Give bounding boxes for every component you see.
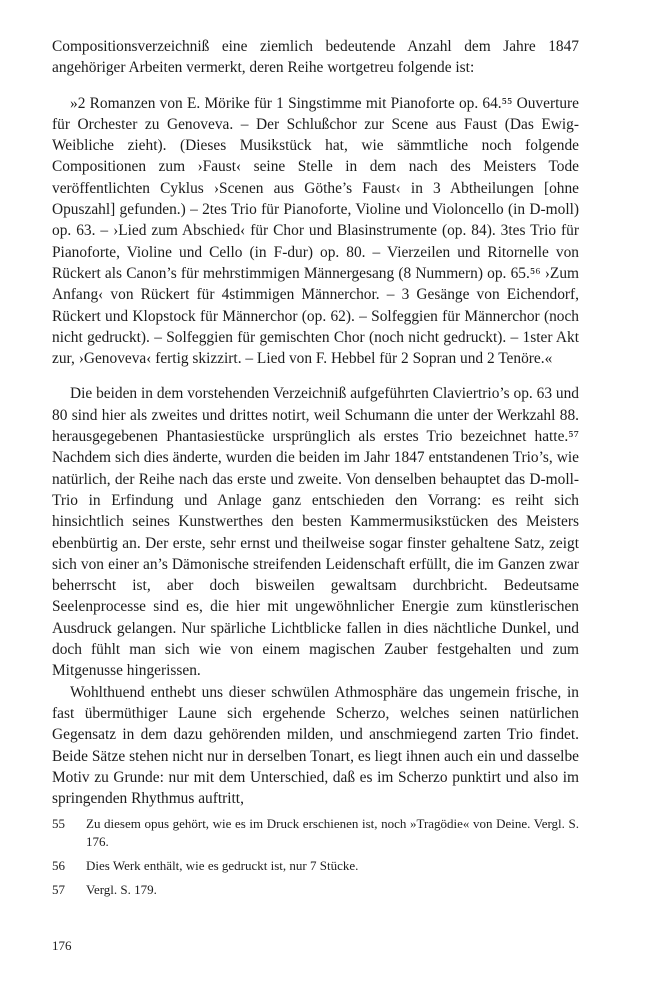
footnote-57	[52, 881, 579, 899]
footnotes	[52, 815, 579, 899]
page-number: 176	[52, 938, 72, 953]
footnote-number: 56	[52, 858, 65, 874]
spacer	[52, 369, 579, 383]
footnote-text: Zu diesem opus gehört, wie es im Druck erschienen ist, noch »Tragödie« von Deine. Vergl. S. 176.	[86, 816, 579, 850]
footnote-text: Vergl. S. 179.	[86, 882, 157, 898]
footnote-number: 55	[52, 816, 65, 832]
footnote-55	[52, 815, 579, 851]
page-body	[52, 36, 579, 905]
paragraph-scherzo: Wohlthuend enthebt uns dieser schwülen Athmosphäre das ungemein frische, in fast übermüthiger Laune sich ergehende Scherzo, welches seinen natürlichen Gegensatz in dem dazu gehörenden milden, und anschmiegend zarten Trio findet. Beide Sätze stehen nicht nur in derselben Tonart, es liegt ihnen auch ein und dasselbe Motiv zu Grunde: nur mit dem Unterschied, daß es im Scherzo punktirt und also im springenden Rhythmus auftritt,	[52, 683, 579, 808]
paragraph-trio-discussion: Die beiden in dem vorstehenden Verzeichniß aufgeführten Claviertrio’s op. 63 und 80 sind hier als zweites und drittes notirt, weil Schumann die unter der Werkzahl 88. herausgegebenen Phantasiestücke ursprünglich als erstes Trio bezeichnet hatte.⁵⁷ Nachdem sich dies änderte, wurden die beiden im Jahr 1847 entstandenen Trio’s, wie natürlich, der Reihe nach das erste und zweite. Von denselben behauptet das D-moll-Trio in Erfindung und Anlage ganz entschieden den Vorrang: es reiht sich hinsichtlich seines Kunstwerthes den besten Kammermusikstücken des Meisters ebenbürtig an. Der erste, sehr ernst und theilweise sogar finster gehaltene Satz, zeigt sich von einer an’s Dämonische streifenden Leidenschaft erfüllt, die im Ganzen zwar beherrscht ist, aber doch bisweilen gewaltsam durchbricht. Bedeutsame Seelenprocesse sind es, die hier mit ungewöhnlicher Energie zum künstlerischen Ausdruck gelangen. Nur spärliche Lichtblicke fallen in dies nächtliche Dunkel, und doch fühlt man sich wie von einem magischen Zauber festgehalten und zum Mitgenusse hingerissen.	[52, 385, 579, 680]
footnote-number: 57	[52, 882, 65, 898]
spacer	[52, 79, 579, 93]
footnote-56	[52, 857, 579, 875]
paragraph-intro: Compositionsverzeichniß eine ziemlich bedeutende Anzahl dem Jahre 1847 angehöriger Arbeiten vermerkt, deren Reihe wortgetreu folgende ist:	[52, 38, 579, 77]
footnote-text: Dies Werk enthält, wie es gedruckt ist, nur 7 Stücke.	[86, 858, 359, 874]
paragraph-catalogue-quote: »2 Romanzen von E. Mörike für 1 Singstimme mit Pianoforte op. 64.⁵⁵ Ouverture für Orchester zu Genoveva. – Der Schlußchor zur Scene aus Faust (Das Ewig-Weibliche zieht). (Dieses Musikstück hat, wie sämmtliche noch folgende Compositionen zum ›Faust‹ seine Stelle in dem nach des Meisters Tode veröffentlichten Cyklus ›Scenen aus Göthe’s Faust‹ in 3 Abtheilungen [ohne Opuszahl] gefunden.) – 2tes Trio für Pianoforte, Violine und Violoncello (in D-moll) op. 63. – ›Lied zum Abschied‹ für Chor und Blasinstrumente (op. 84). 3tes Trio für Pianoforte, Violine und Cello (in F-dur) op. 80. – Vierzeilen und Ritornelle von Rückert als Canon’s für mehrstimmigen Männergesang (8 Nummern) op. 65.⁵⁶ ›Zum Anfang‹ von Rückert für 4stimmigen Männerchor. – 3 Gesänge von Eichendorf, Rückert und Klopstock für Männerchor (op. 62). – Solfeggien für Männerchor (noch nicht gedruckt). – Solfeggien für gemischten Chor (noch nicht gedruckt). – 1ster Akt zur, ›Genoveva‹ fertig skizzirt. – Lied von F. Hebbel für 2 Sopran und 2 Tenöre.«	[52, 94, 579, 368]
